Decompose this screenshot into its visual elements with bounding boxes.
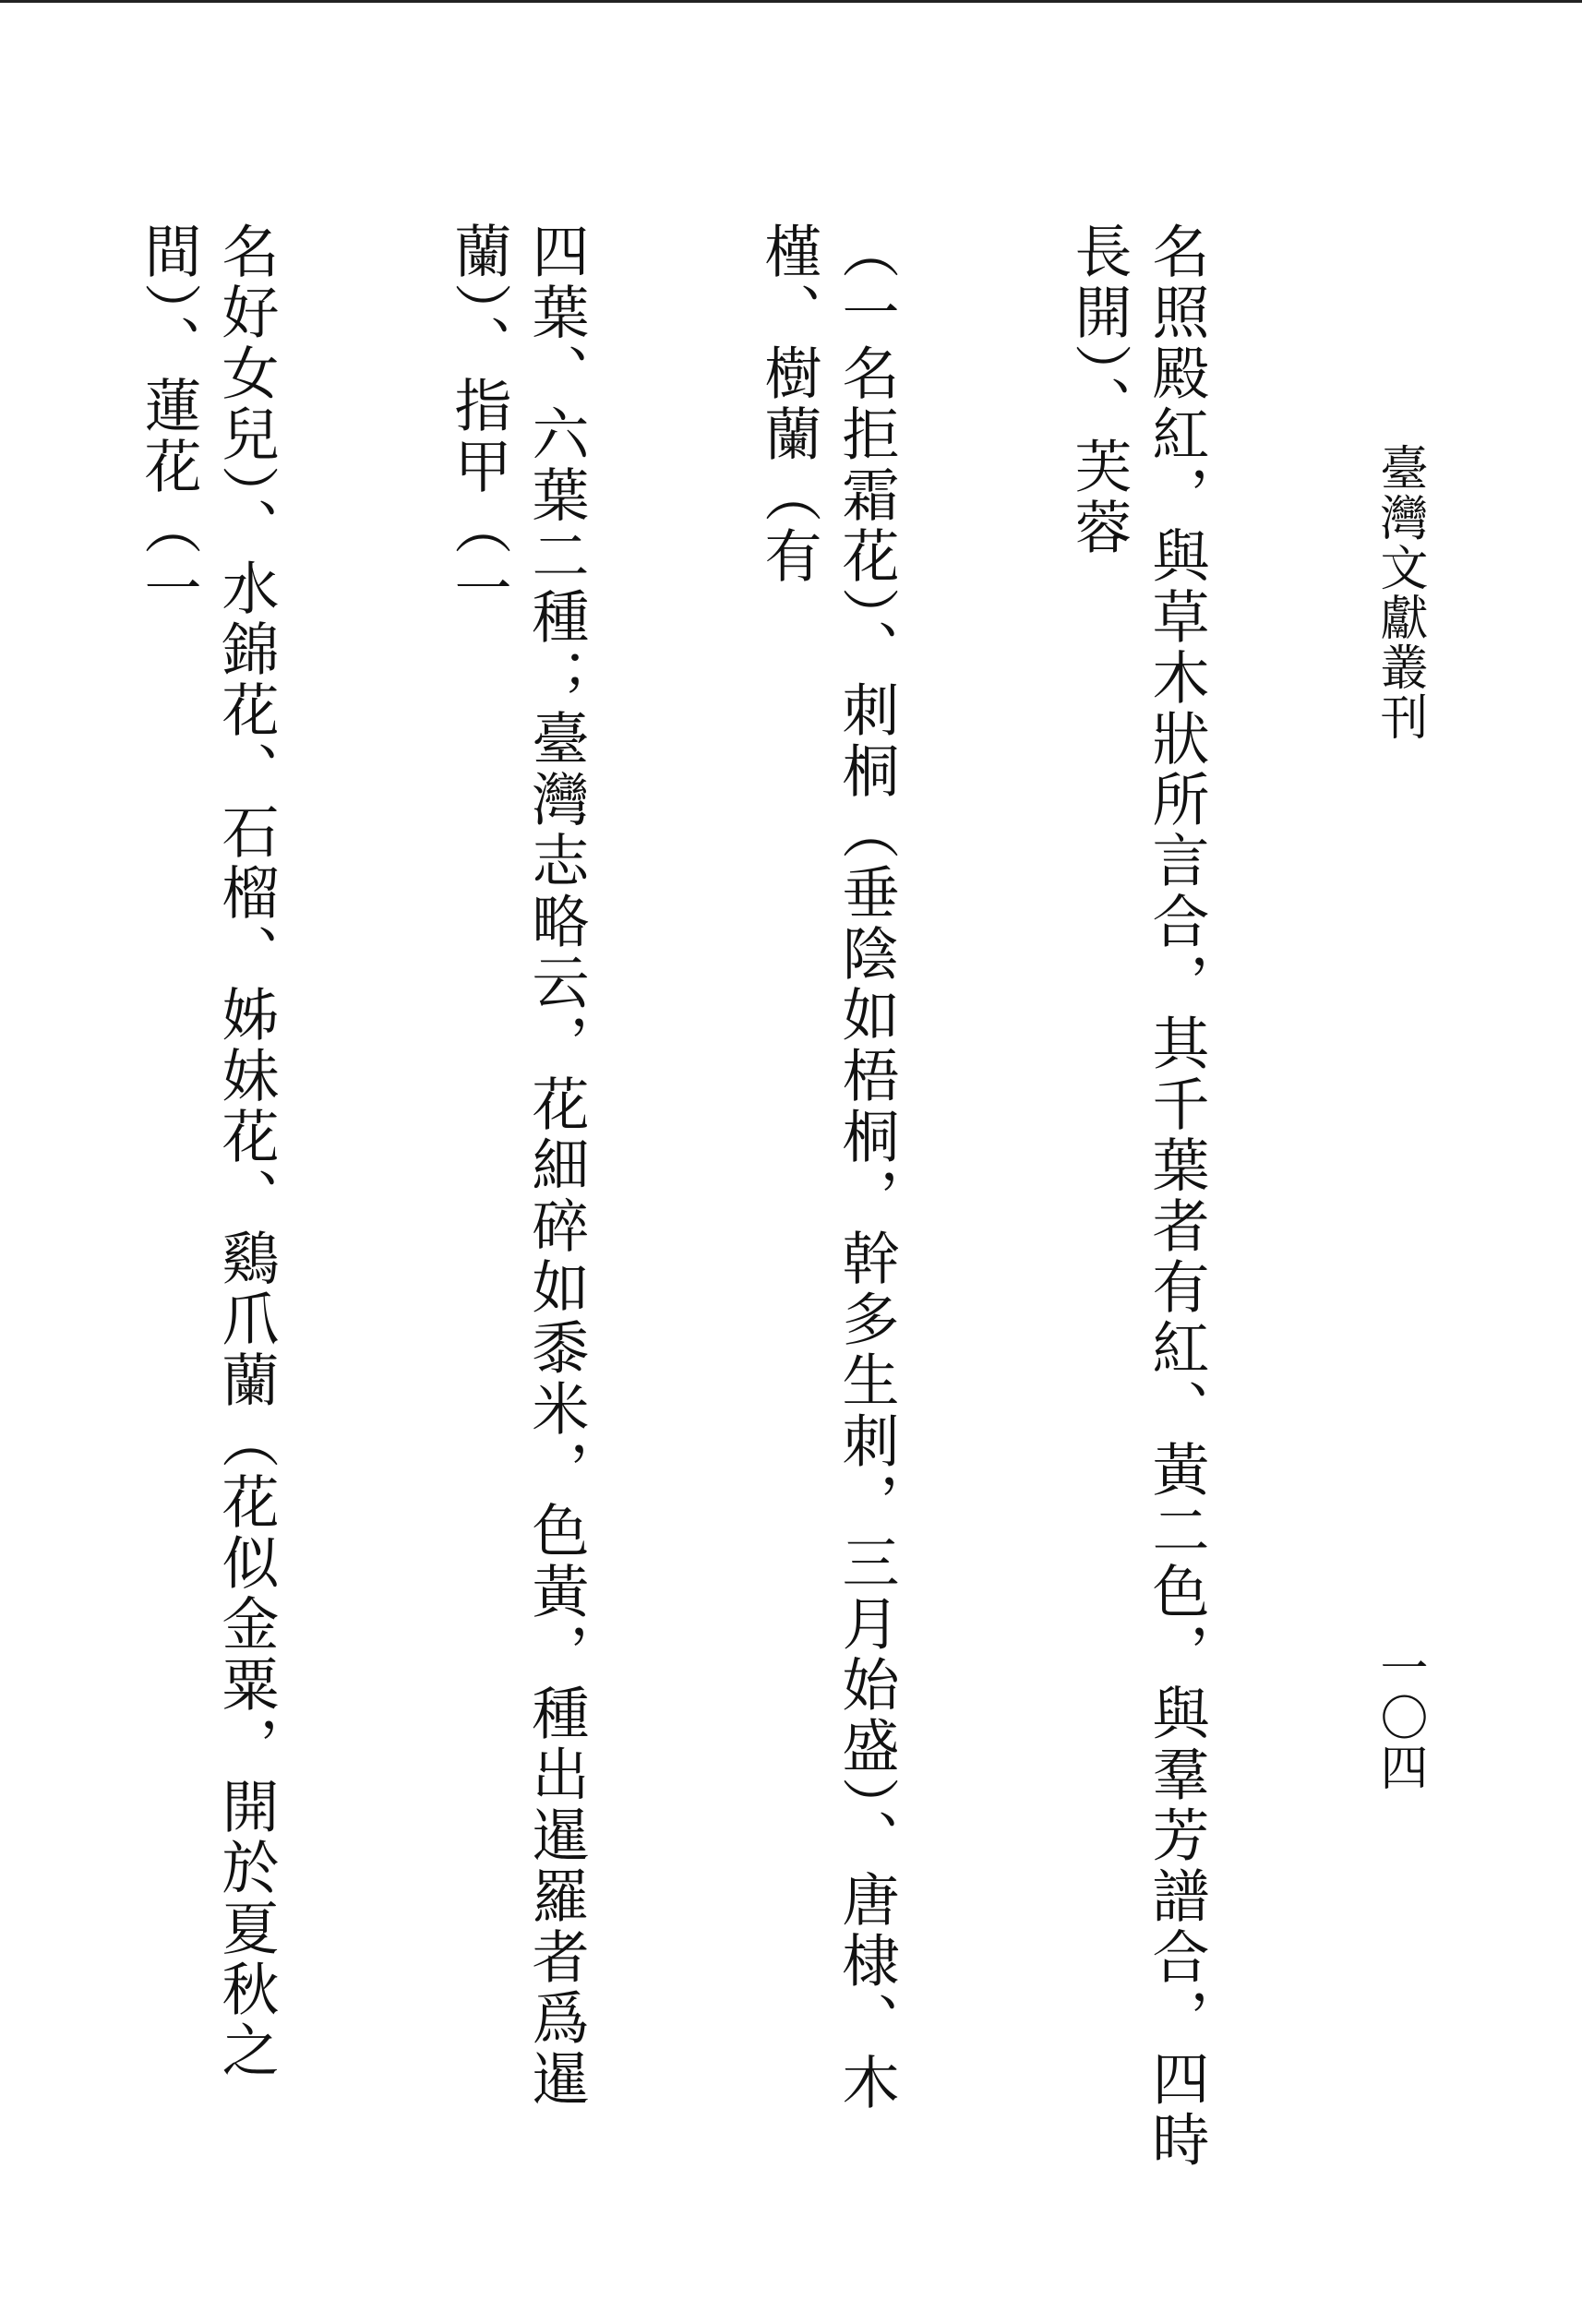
page-number: 一〇四 bbox=[1372, 1643, 1427, 1792]
running-title: 臺灣文獻叢刊 bbox=[1372, 443, 1427, 742]
text-column: 四葉、六葉二種；臺灣志略云，花細碎如黍米，色黃，種出暹羅者爲暹蘭）、指甲（一 bbox=[445, 222, 590, 2110]
top-rule bbox=[0, 0, 1582, 3]
text-column: 名照殿紅，與草木狀所言合，其千葉者有紅、黃二色，與羣芳譜合，四時長開）、芙蓉 bbox=[1065, 222, 1210, 2171]
text-column: 名好女兒）、水錦花、石榴、姊妹花、鷄爪蘭（花似金粟，開於夏秋之間）、蓮花（一 bbox=[135, 222, 280, 2081]
page-body bbox=[135, 222, 1370, 2215]
text-column: （一名拒霜花）、刺桐（垂陰如梧桐，幹多生刺，三月始盛）、唐棣、木槿、樹蘭（有 bbox=[755, 222, 900, 2114]
